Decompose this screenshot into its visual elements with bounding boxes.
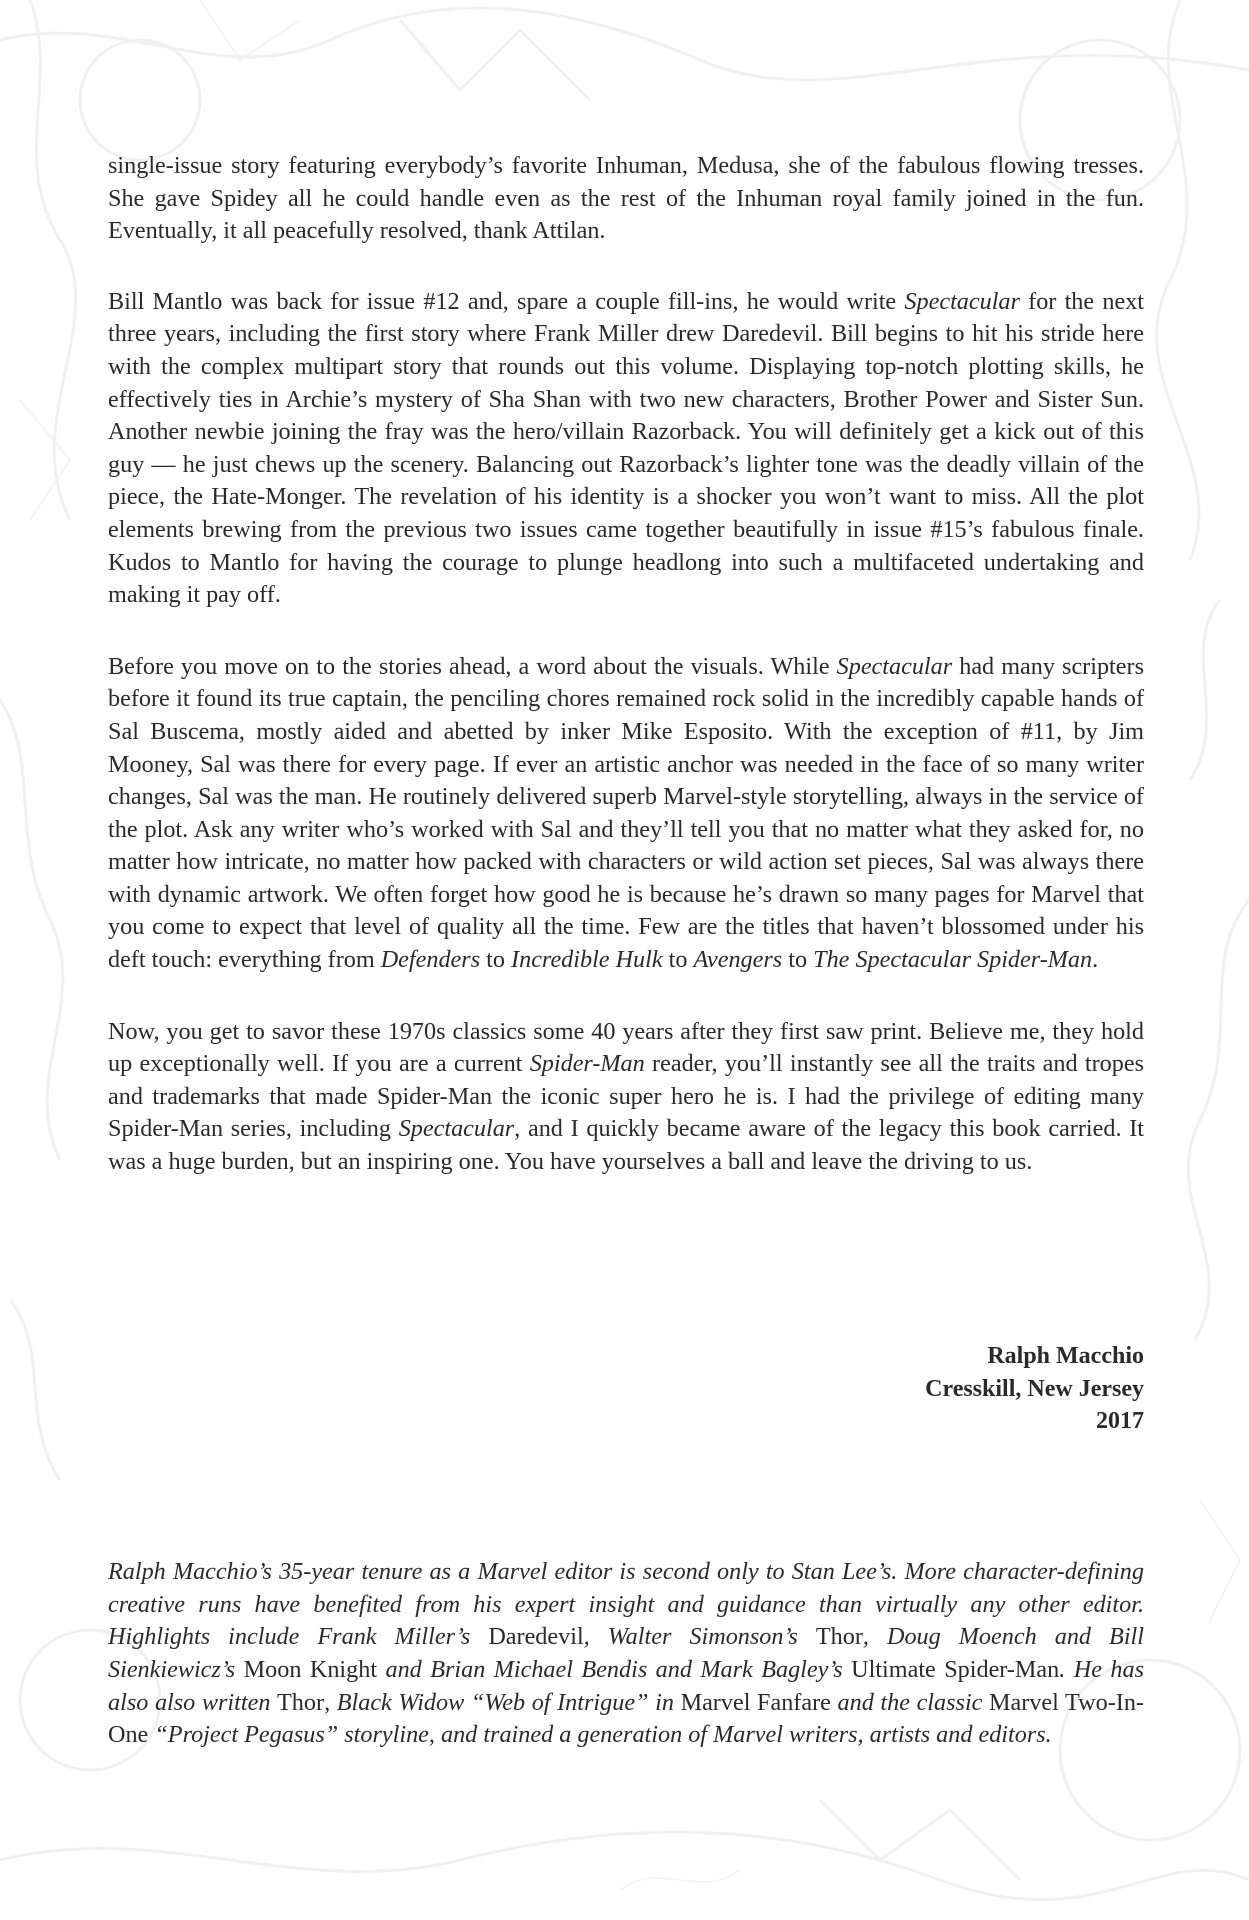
article-body bbox=[108, 150, 1145, 1749]
bio-text-g: and Brian Michael Bendis and Mark Bagley’s bbox=[377, 1655, 852, 1683]
paragraph-3-text-e: to bbox=[480, 946, 512, 974]
title-spectacular-spider-man: The Spectacular Spider-Man bbox=[813, 946, 1093, 974]
paragraph-4-text-c: reader, you’ll instantly see all the traits and tropes and trademarks that made Spider-Man the iconic super hero he is. I had the privilege of editing many Spider-Man series, including bbox=[108, 1050, 1144, 1143]
bio-text-e: , Doug Moench and Bill Sienkiewicz’s bbox=[108, 1623, 1144, 1683]
bio-title-marvel-two-in-one: Marvel Two-In-One bbox=[108, 1688, 1144, 1749]
bio-title-marvel-fanfare: Marvel Fanfare bbox=[680, 1688, 831, 1716]
bio-text-i: . He has also also written bbox=[108, 1655, 1144, 1716]
paragraph-2 bbox=[108, 286, 1144, 612]
signature-block bbox=[544, 1340, 1144, 1438]
bio-title-ultimate-spider-man: Ultimate Spider-Man bbox=[851, 1655, 1060, 1683]
title-incredible-hulk: Incredible Hulk bbox=[511, 946, 663, 974]
title-avengers: Avengers bbox=[693, 946, 783, 974]
signature-year: 2017 bbox=[1096, 1408, 1144, 1434]
paragraph-3-text-k: . bbox=[1092, 946, 1099, 974]
bio-title-moon-knight: Moon Knight bbox=[243, 1655, 378, 1683]
bio-text-m: and the classic bbox=[830, 1688, 990, 1716]
paragraph-2-text-a: Bill Mantlo was back for issue #12 and, spare a couple fill-ins, he would write bbox=[108, 287, 905, 315]
title-spider-man: Spider-Man bbox=[529, 1050, 645, 1078]
paragraph-3-text-a: Before you move on to the stories ahead, a word about the visuals. While bbox=[108, 652, 837, 680]
paragraph-4-text-a: Now, you get to savor these 1970s classics some 40 years after they first saw print. Believe me, they hold up exceptionally well. If you are a current bbox=[108, 1017, 1144, 1078]
paragraph-1-text: single-issue story featuring everybody’s favorite Inhuman, Medusa, she of the fabulous flowing tresses. She gave Spidey all he could handle even as the rest of the Inhuman royal family joined in the fun. Eventually, it all peacefully resolved, thank Attilan. bbox=[108, 152, 1144, 245]
bio-text-o: “Project Pegasus” storyline, and trained a generation of Marvel writers, artists and editors. bbox=[148, 1721, 1052, 1749]
bio-title-thor: Thor bbox=[815, 1623, 863, 1651]
bio-text-a: Ralph Macchio’s 35-year tenure as a Marvel editor is second only to Stan Lee’s. More character-defining creative runs have benefited from his expert insight and guidance than virtually any other editor. Highlights include Frank Miller’s bbox=[108, 1558, 1144, 1651]
author-location: Cresskill, New Jersey bbox=[925, 1375, 1144, 1402]
title-spectacular: Spectacular bbox=[398, 1115, 515, 1143]
bio-title-daredevil: Daredevil bbox=[488, 1623, 584, 1651]
title-spectacular: Spectacular bbox=[836, 652, 953, 680]
paragraph-3-text-i: to bbox=[782, 946, 814, 974]
paragraph-4 bbox=[108, 1016, 1144, 1179]
paragraph-4-text-e: , and I quickly became aware of the legacy this book carried. It was a huge burden, but an inspiring one. You have yourselves a ball and leave the driving to us. bbox=[108, 1115, 1144, 1176]
title-spectacular: Spectacular bbox=[904, 287, 1020, 315]
paragraph-3 bbox=[108, 651, 1144, 977]
author-name: Ralph Macchio bbox=[987, 1343, 1144, 1369]
title-defenders: Defenders bbox=[380, 946, 481, 974]
paragraph-2-text-c: for the next three years, including the first story where Frank Miller drew Daredevil. Bill begins to hit his stride here with the complex multipart story that rounds out this volume. Displaying top-notch plotting skills, he effectively ties in Archie’s mystery of Sha Shan with two new characters, Brother Power and Sister Sun. Another newbie joining the fray was the hero/villain Razorback. You will definitely get a kick out of this guy — he just chews up the scenery. Balancing out Razorback’s lighter tone was the deadly villain of the piece, the Hate-Monger. The revelation of his identity is a shocker you won’t want to miss. All the plot elements brewing from the previous two issues came together beautifully in issue #15’s fabulous finale. Kudos to Mantlo for having the courage to plunge headlong into such a multifaceted undertaking and making it pay off. bbox=[108, 287, 1145, 609]
paragraph-3-text-c: had many scripters before it found its true captain, the penciling chores remained rock solid in the incredibly capable hands of Sal Buscema, mostly aided and abetted by inker Mike Esposito. With the exception of #11, by Jim Mooney, Sal was there for every page. If ever an artistic anchor was needed in the face of so many writer changes, Sal was the man. He routinely delivered superb Marvel-style storytelling, always in the service of the plot. Ask any writer who’s worked with Sal and they’ll tell you that no matter what they asked for, no matter how intricate, no matter how packed with characters or wild action set pieces, Sal was always there with dynamic artwork. We often forget how good he is because he’s drawn so many pages for Marvel that you come to expect that level of quality all the time. Few are the titles that haven’t blossomed under his deft touch: everything from bbox=[108, 652, 1144, 974]
bio-text-c: , Walter Simonson’s bbox=[583, 1623, 816, 1651]
paragraph-3-text-g: to bbox=[662, 946, 694, 974]
author-bio bbox=[108, 1556, 1144, 1752]
bio-text-k: , Black Widow “Web of Intrigue” in bbox=[324, 1688, 681, 1716]
paragraph-1 bbox=[108, 150, 1144, 248]
bio-title-thor-2: Thor bbox=[277, 1688, 325, 1716]
